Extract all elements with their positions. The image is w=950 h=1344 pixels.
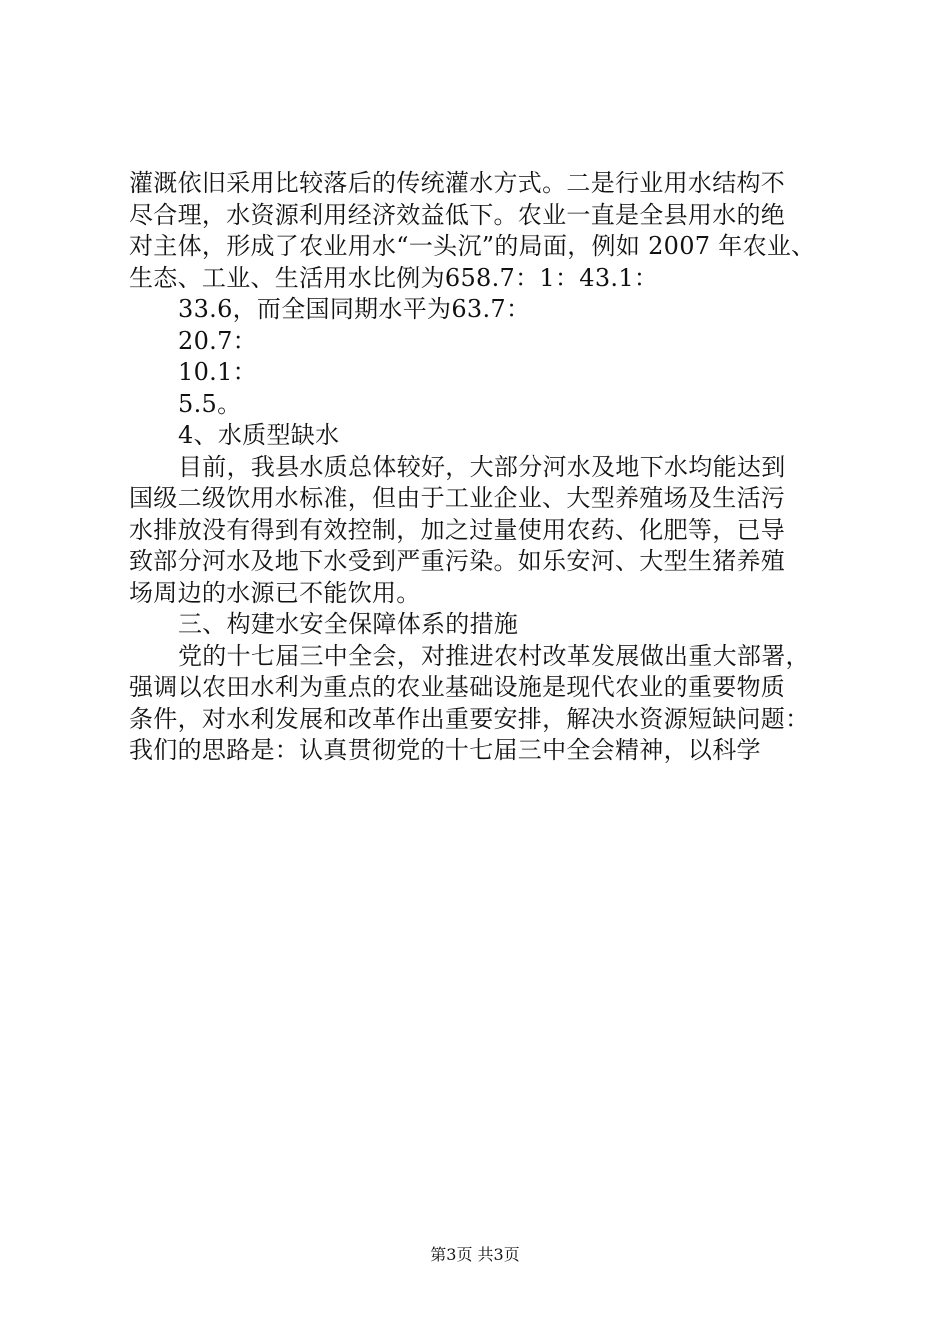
paragraph-first-line: 党的十七届三中全会，对推进农村改革发展做出重大部署， — [178, 641, 810, 670]
section-heading: 三、构建水安全保障体系的措施 — [178, 610, 519, 638]
ratio-line: 10.1： — [178, 358, 257, 386]
ratio-line: 5.5。 — [178, 389, 242, 418]
body-text-line: 强调以农田水利为重点的农业基础设施是现代农业的重要物质 — [129, 673, 786, 701]
body-text-line: 场周边的水源已不能饮用。 — [129, 578, 421, 607]
body-text-line: 国级二级饮用水标准，但由于工业企业、大型养殖场及生活污 — [129, 484, 786, 512]
body-text-line: 条件，对水利发展和改革作出重要安排，解决水资源短缺问题： — [129, 704, 810, 733]
page-number-footer: 第3页 共3页 — [430, 1245, 520, 1264]
ratio-line: 33.6，而全国同期水平为63.7： — [178, 295, 531, 323]
body-text-line: 灌溉依旧采用比较落后的传统灌水方式。二是行业用水结构不 — [129, 169, 786, 197]
body-text-line: 生态、工业、生活用水比例为658.7：1：43.1： — [129, 263, 659, 292]
paragraph-first-line: 目前，我县水质总体较好，大部分河水及地下水均能达到 — [178, 452, 786, 481]
body-text-line: 致部分河水及地下水受到严重污染。如乐安河、大型生猪养殖 — [129, 547, 786, 575]
body-text-line: 我们的思路是：认真贯彻党的十七届三中全会精神，以科学 — [129, 736, 761, 764]
section-heading: 4、水质型缺水 — [178, 421, 340, 449]
document-body — [129, 168, 829, 767]
body-text-line: 尽合理，水资源利用经济效益低下。农业一直是全县用水的绝 — [129, 200, 786, 229]
body-text-line: 对主体，形成了农业用水“一头沉”的局面，例如 2007 年农业、 — [129, 232, 816, 260]
ratio-line: 20.7： — [178, 326, 257, 355]
body-text-line: 水排放没有得到有效控制，加之过量使用农药、化肥等，已导 — [129, 515, 786, 544]
